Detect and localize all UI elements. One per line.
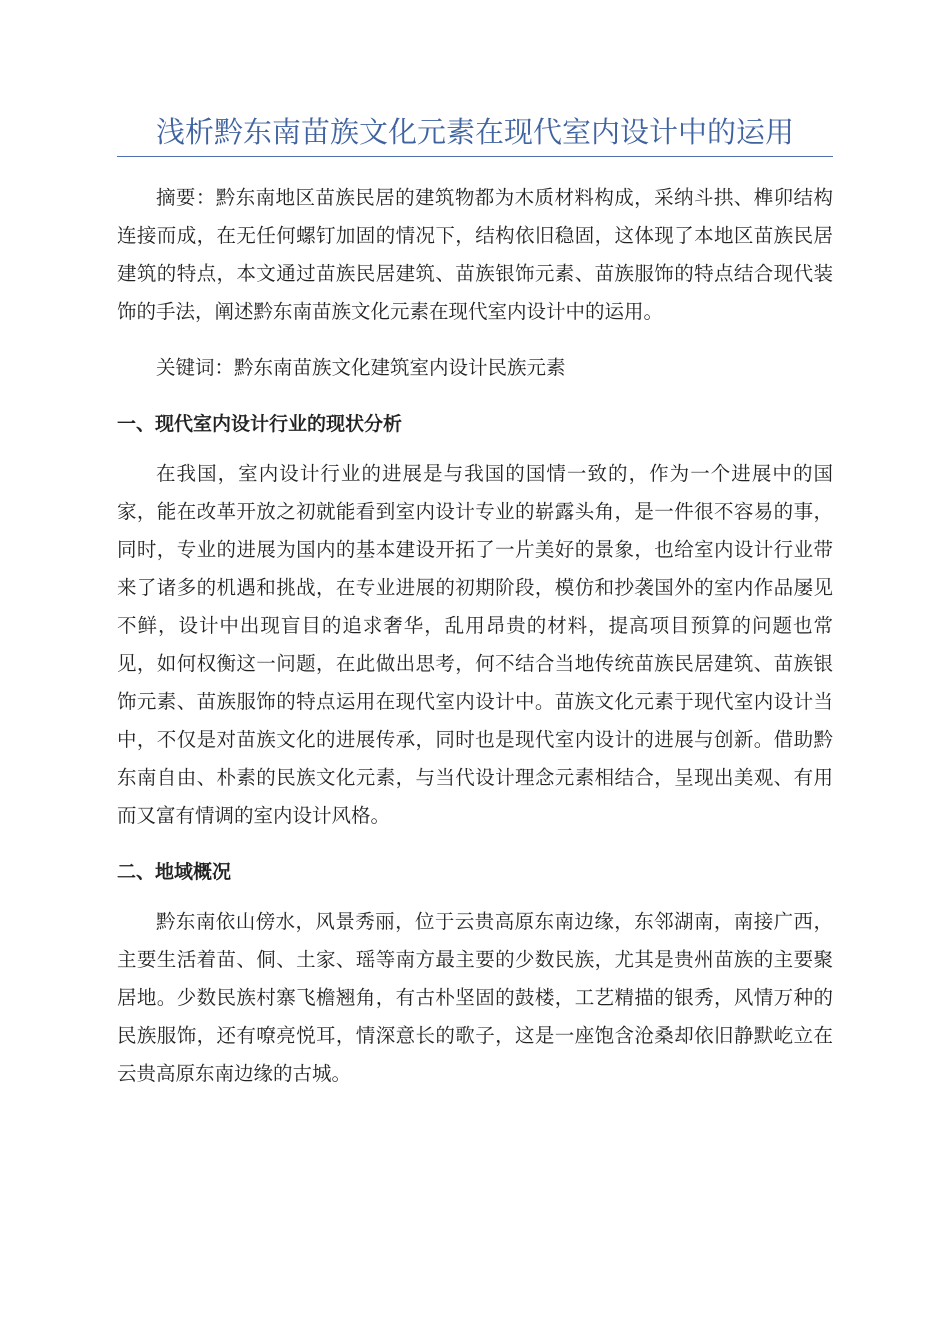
document-page (117, 110, 833, 1093)
abstract-paragraph: 摘要：黔东南地区苗族民居的建筑物都为木质材料构成，采纳斗拱、榫卯结构连接而成，在无任何螺钉加固的情况下，结构依旧稳固，这体现了本地区苗族民居建筑的特点，本文通过苗族民居建筑、苗族银饰元素、苗族服饰的特点结合现代装饰的手法，阐述黔东南苗族文化元素在现代室内设计中的运用。 (117, 186, 833, 323)
section-body-1: 在我国，室内设计行业的进展是与我国的国情一致的，作为一个进展中的国家，能在改革开放之初就能看到室内设计专业的崭露头角，是一件很不容易的事，同时，专业的进展为国内的基本建设开拓了一片美好的景象，也给室内设计行业带来了诸多的机遇和挑战，在专业进展的初期阶段，模仿和抄袭国外的室内作品屡见不鲜，设计中出现盲目的追求奢华，乱用昂贵的材料，提高项目预算的问题也常见，如何权衡这一问题，在此做出思考，何不结合当地传统苗族民居建筑、苗族银饰元素、苗族服饰的特点运用在现代室内设计中。苗族文化元素于现代室内设计当中，不仅是对苗族文化的进展传承，同时也是现代室内设计的进展与创新。借助黔东南自由、朴素的民族文化元素，与当代设计理念元素相结合，呈现出美观、有用而又富有情调的室内设计风格。 (117, 462, 833, 827)
section-heading-2: 二、地域概况 (117, 861, 232, 883)
document-title: 浅析黔东南苗族文化元素在现代室内设计中的运用 (117, 110, 833, 157)
section-body-2: 黔东南依山傍水，风景秀丽，位于云贵高原东南边缘，东邻湖南，南接广西，主要生活着苗、侗、土家、瑶等南方最主要的少数民族，尤其是贵州苗族的主要聚居地。少数民族村寨飞檐翘角，有古朴坚固的鼓楼，工艺精描的银秀，风情万种的民族服饰，还有嘹亮悦耳，情深意长的歌子，这是一座饱含沧桑却依旧静默屹立在云贵高原东南边缘的古城。 (117, 910, 833, 1085)
keywords-line: 关键词：黔东南苗族文化建筑室内设计民族元素 (156, 356, 566, 379)
section-heading-1: 一、现代室内设计行业的现状分析 (117, 413, 403, 435)
